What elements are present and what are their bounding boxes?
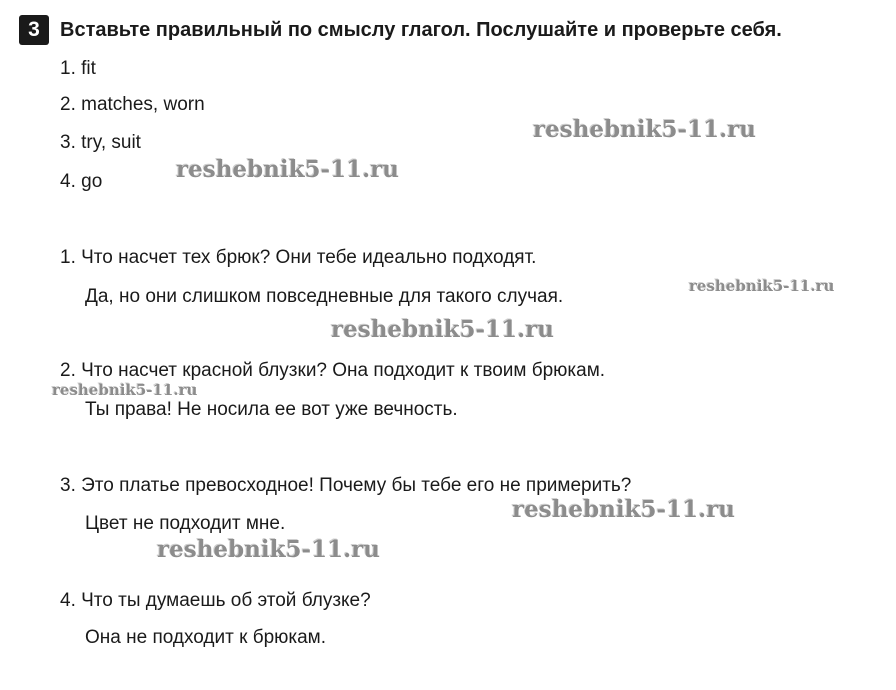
answer-item: 2. matches, worn bbox=[60, 94, 205, 115]
watermark: reshebnik5-11.ru bbox=[533, 116, 756, 143]
dialogue-reply: Да, но они слишком повседневные для такого случая. bbox=[85, 286, 564, 307]
watermark: reshebnik5-11.ru bbox=[176, 156, 399, 183]
dialogue-reply: Цвет не подходит мне. bbox=[85, 513, 286, 534]
answer-item: 3. try, suit bbox=[60, 132, 141, 153]
watermark: reshebnik5-11.ru bbox=[689, 277, 835, 295]
dialogue-reply: Она не подходит к брюкам. bbox=[85, 627, 327, 648]
answer-item: 1. fit bbox=[60, 58, 96, 79]
dialogue-question: 2. Что насчет красной блузки? Она подходит к твоим брюкам. bbox=[60, 360, 606, 381]
exercise-number-badge: 3 bbox=[19, 15, 49, 45]
watermark: reshebnik5-11.ru bbox=[52, 381, 198, 399]
dialogue-question: 4. Что ты думаешь об этой блузке? bbox=[60, 590, 371, 611]
exercise-instruction: Вставьте правильный по смыслу глагол. Послушайте и проверьте себя. bbox=[60, 19, 782, 41]
watermark: reshebnik5-11.ru bbox=[331, 316, 554, 343]
dialogue-reply: Ты права! Не носила ее вот уже вечность. bbox=[85, 399, 458, 420]
dialogue-question: 3. Это платье превосходное! Почему бы тебе его не примерить? bbox=[60, 475, 632, 496]
dialogue-question: 1. Что насчет тех брюк? Они тебе идеально подходят. bbox=[60, 247, 537, 268]
answer-item: 4. go bbox=[60, 171, 103, 192]
watermark: reshebnik5-11.ru bbox=[157, 536, 380, 563]
watermark: reshebnik5-11.ru bbox=[512, 496, 735, 523]
